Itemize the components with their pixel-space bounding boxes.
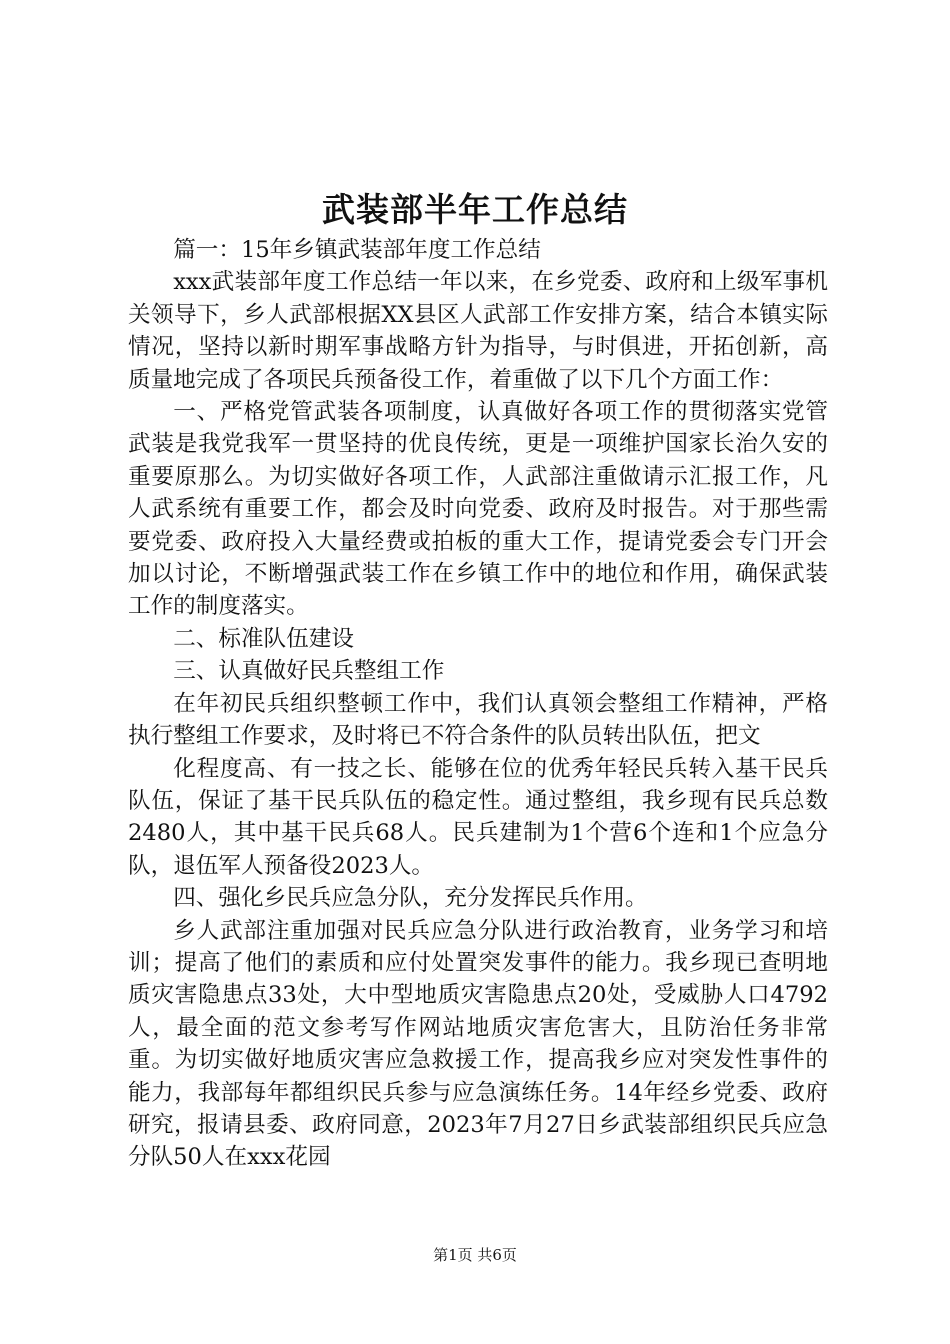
paragraph: 在年初民兵组织整顿工作中，我们认真领会整组工作精神，严格执行整组工作要求，及时将已不符合条件的队员转出队伍，把文: [128, 690, 828, 750]
page-number-footer: 第1页 共6页: [433, 1246, 517, 1264]
paragraph: 化程度高、有一技之长、能够在位的优秀年轻民兵转入基干民兵队伍，保证了基干民兵队伍的稳定性。通过整组，我乡现有民兵总数2480人，其中基干民兵68人。民兵建制为1个营6个连和1个应急分队，退伍军人预备役2023人。: [128, 755, 828, 879]
section-heading: 二、标准队伍建设: [173, 625, 354, 652]
paragraph: 乡人武部注重加强对民兵应急分队进行政治教育，业务学习和培训；提高了他们的素质和应付处置突发事件的能力。我乡现已查明地质灾害隐患点33处，大中型地质灾害隐患点20处，受威胁人口4792人，最全面的范文参考写作网站地质灾害危害大，且防治任务非常重。为切实做好地质灾害应急救援工作，提高我乡应对突发性事件的能力，我部每年都组织民兵参与应急演练任务。14年经乡党委、政府研究，报请县委、政府同意，2023年7月27日乡武装部组织民兵应急分队50人在xxx花园: [128, 917, 828, 1171]
paragraph: 一、严格党管武装各项制度，认真做好各项工作的贯彻落实党管武装是我党我军一贯坚持的优良传统，更是一项维护国家长治久安的重要原那么。为切实做好各项工作，人武部注重做请示汇报工作，凡人武系统有重要工作，都会及时向党委、政府及时报告。对于那些需要党委、政府投入大量经费或拍板的重大工作，提请党委会专门开会加以讨论，不断增强武装工作在乡镇工作中的地位和作用，确保武装工作的制度落实。: [128, 399, 828, 620]
section-heading: 三、认真做好民兵整组工作: [173, 658, 445, 685]
page-title: 武装部半年工作总结: [322, 190, 628, 229]
document-body: [128, 234, 828, 1174]
paragraph: xxx武装部年度工作总结一年以来，在乡党委、政府和上级军事机关领导下，乡人武部根据XX县区人武部工作安排方案，结合本镇实际情况，坚持以新时期军事战略方针为指导，与时俱进，开拓创新，高质量地完成了各项民兵预备役工作，着重做了以下几个方面工作：: [128, 269, 828, 393]
section-heading: 四、强化乡民兵应急分队，充分发挥民兵作用。: [173, 885, 648, 912]
section-heading: 篇一：15年乡镇武装部年度工作总结: [173, 237, 541, 263]
